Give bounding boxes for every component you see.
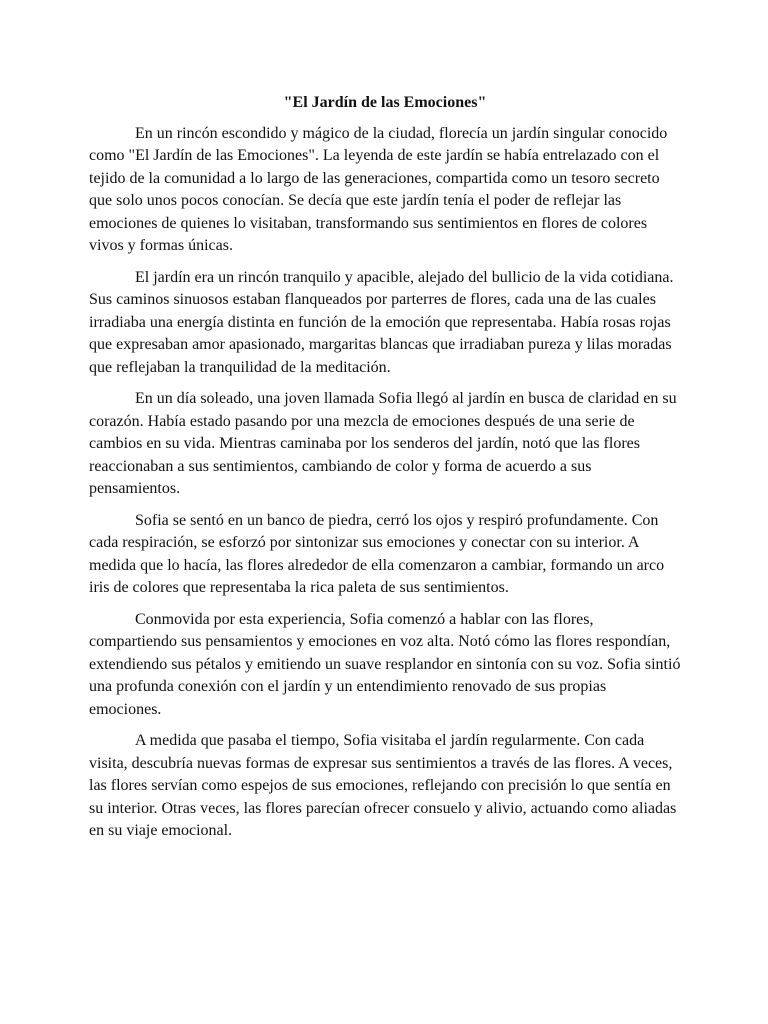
paragraph-3: En un día soleado, una joven llamada Sofia llegó al jardín en busca de claridad en su corazón. Había estado pasando por una mezcla de emociones después de una serie de cambios en su vida. Mientras caminaba por los senderos del jardín, notó que las flores reaccionaban a sus sentimientos, cambiando de color y forma de acuerdo a sus pensamientos. bbox=[89, 390, 677, 497]
paragraph-4: Sofia se sentó en un banco de piedra, cerró los ojos y respiró profundamente. Con cada respiración, se esforzó por sintonizar sus emociones y conectar con su interior. A medida que lo hacía, las flores alrededor de ella comenzaron a cambiar, formando un arco iris de colores que representaba la rica paleta de sus sentimientos. bbox=[89, 511, 665, 596]
paragraph-1: En un rincón escondido y mágico de la ciudad, florecía un jardín singular conocido como "El Jardín de las Emociones". La leyenda de este jardín se había entrelazado con el tejido de la comunidad a lo largo de las generaciones, compartida como un tesoro secreto que solo unos pocos conocían. Se decía que este jardín tenía el poder de reflejar las emociones de quienes lo visitaban, transformando sus sentimientos en flores de colores vivos y formas únicas. bbox=[89, 124, 668, 254]
document-title: "El Jardín de las Emociones" bbox=[283, 94, 487, 111]
paragraph-6: A medida que pasaba el tiempo, Sofia visitaba el jardín regularmente. Con cada visita, descubría nuevas formas de expresar sus sentimientos a través de las flores. A veces, las flores servían como espejos de sus emociones, reflejando con precisión lo que sentía en su interior. Otras veces, las flores parecían ofrecer consuelo y alivio, actuando como aliadas en su viaje emocional. bbox=[89, 732, 677, 839]
document-body bbox=[89, 92, 681, 852]
paragraph-2: El jardín era un rincón tranquilo y apacible, alejado del bullicio de la vida cotidiana. Sus caminos sinuosos estaban flanqueados por parterres de flores, cada una de las cuales irradiaba una energía distinta en función de la emoción que representaba. Había rosas rojas que expresaban amor apasionado, margaritas blancas que irradiaban pureza y lilas moradas que reflejaban la tranquilidad de la meditación. bbox=[89, 268, 674, 376]
paragraph-5: Conmovida por esta experiencia, Sofia comenzó a hablar con las flores, compartiendo sus pensamientos y emociones en voz alta. Notó cómo las flores respondían, extendiendo sus pétalos y emitiendo un suave resplandor en sintonía con su voz. Sofia sintió una profunda conexión con el jardín y un entendimiento renovado de sus propias emociones. bbox=[89, 610, 681, 718]
